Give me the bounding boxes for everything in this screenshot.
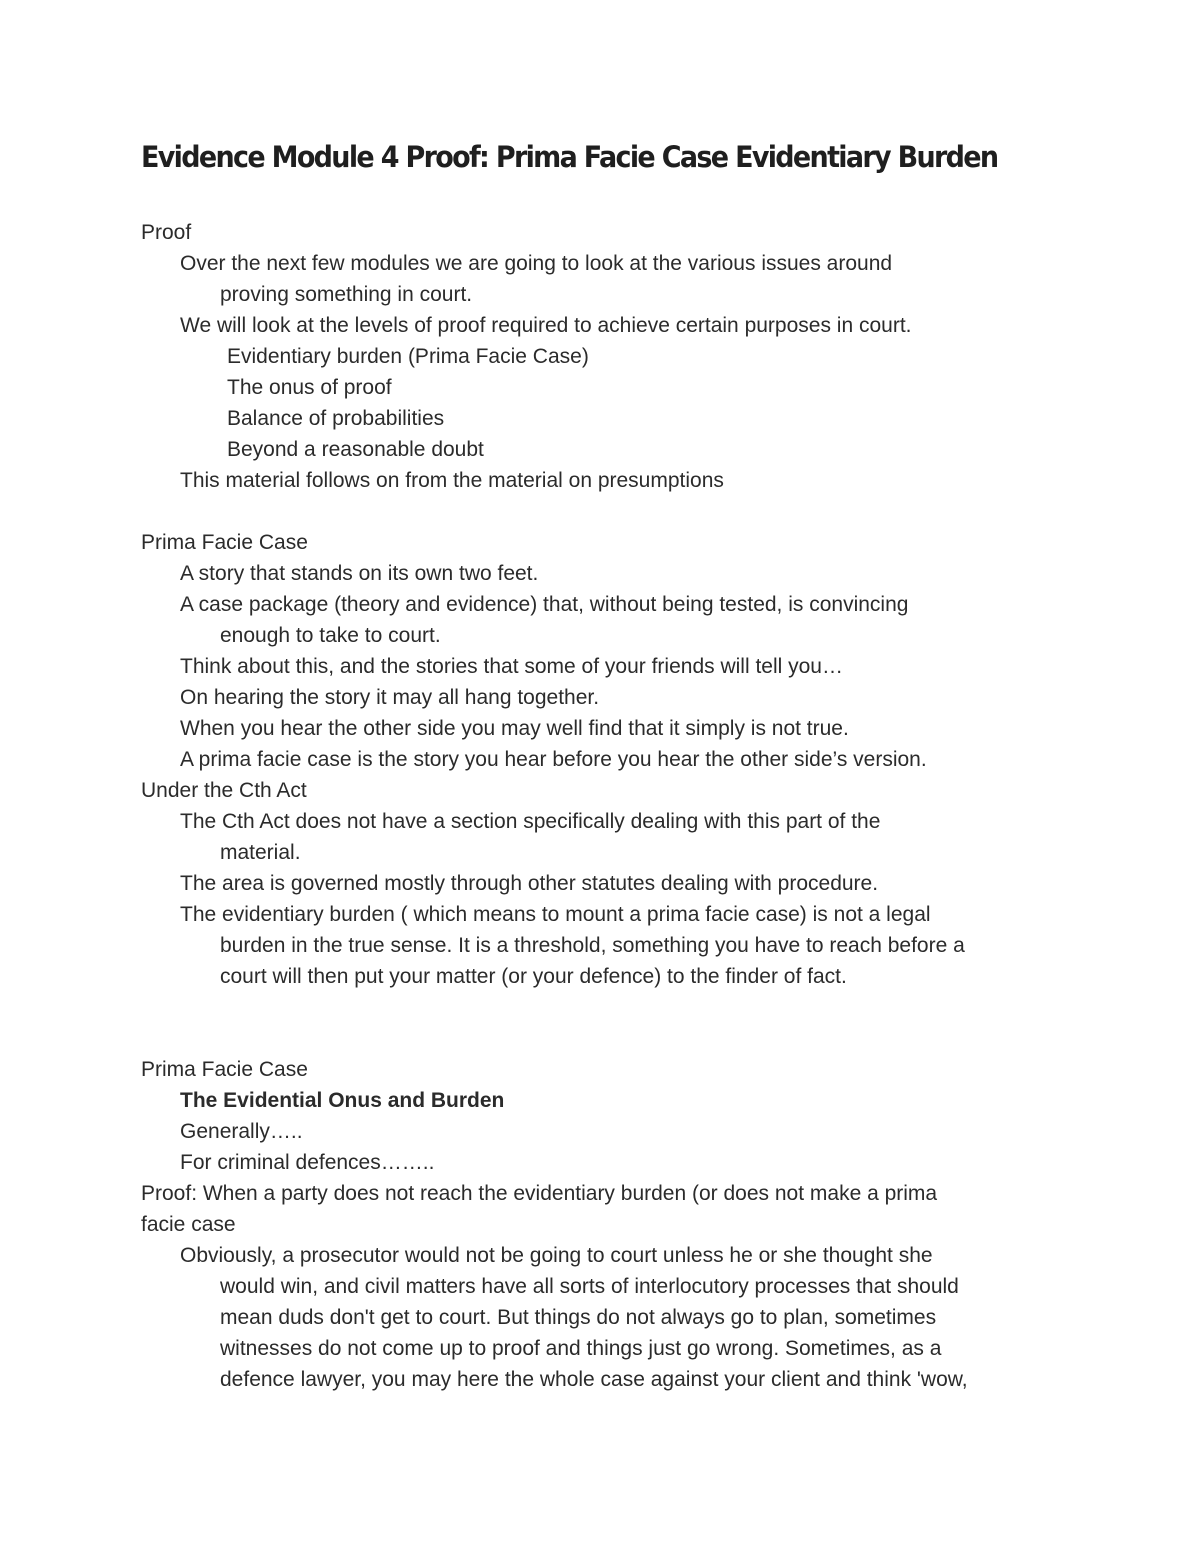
list-item: The onus of proof bbox=[227, 376, 392, 399]
paragraph-line: On hearing the story it may all hang together. bbox=[180, 686, 600, 709]
paragraph-line: court will then put your matter (or your defence) to the finder of fact. bbox=[220, 965, 847, 988]
list-item: Beyond a reasonable doubt bbox=[227, 438, 484, 461]
paragraph-line: burden in the true sense. It is a threshold, something you have to reach before a bbox=[220, 934, 965, 957]
paragraph-line: The evidentiary burden ( which means to mount a prima facie case) is not a legal bbox=[180, 903, 931, 926]
paragraph-line: Generally….. bbox=[180, 1120, 303, 1143]
paragraph-line: Think about this, and the stories that some of your friends will tell you… bbox=[180, 655, 843, 678]
paragraph-line: Over the next few modules we are going to look at the various issues around bbox=[180, 252, 893, 275]
paragraph-line: We will look at the levels of proof required to achieve certain purposes in court. bbox=[180, 314, 912, 337]
paragraph-line: A case package (theory and evidence) that, without being tested, is convincing bbox=[180, 593, 909, 616]
document-title: Evidence Module 4 Proof: Prima Facie Case Evidentiary Burden bbox=[141, 140, 998, 174]
paragraph-line: mean duds don't get to court. But things do not always go to plan, sometimes bbox=[220, 1306, 937, 1329]
section-heading-proof: Proof bbox=[141, 221, 192, 244]
paragraph-line: The area is governed mostly through other statutes dealing with procedure. bbox=[180, 872, 879, 895]
section-heading-cth-act: Under the Cth Act bbox=[141, 779, 307, 802]
paragraph-line: The Cth Act does not have a section specifically dealing with this part of the bbox=[180, 810, 881, 833]
paragraph-line: This material follows on from the material on presumptions bbox=[180, 469, 724, 492]
paragraph-line: Obviously, a prosecutor would not be going to court unless he or she thought she bbox=[180, 1244, 933, 1267]
paragraph-line: would win, and civil matters have all sorts of interlocutory processes that should bbox=[220, 1275, 959, 1298]
paragraph-line: material. bbox=[220, 841, 301, 864]
subheading-evidential-onus: The Evidential Onus and Burden bbox=[180, 1089, 505, 1112]
paragraph-line: A story that stands on its own two feet. bbox=[180, 562, 539, 585]
list-item: Evidentiary burden (Prima Facie Case) bbox=[227, 345, 589, 368]
paragraph-line: proving something in court. bbox=[220, 283, 473, 306]
paragraph-line: witnesses do not come up to proof and things just go wrong. Sometimes, as a bbox=[220, 1337, 942, 1360]
section-heading-proof-burden-cont: facie case bbox=[141, 1213, 236, 1236]
section-heading-prima-facie-2: Prima Facie Case bbox=[141, 1058, 308, 1081]
paragraph-line: defence lawyer, you may here the whole case against your client and think 'wow, bbox=[220, 1368, 968, 1391]
section-heading-prima-facie: Prima Facie Case bbox=[141, 531, 308, 554]
paragraph-line: enough to take to court. bbox=[220, 624, 441, 647]
paragraph-line: A prima facie case is the story you hear before you hear the other side’s version. bbox=[180, 748, 927, 771]
list-item: Balance of probabilities bbox=[227, 407, 445, 430]
paragraph-line: For criminal defences…….. bbox=[180, 1151, 435, 1174]
paragraph-line: When you hear the other side you may well find that it simply is not true. bbox=[180, 717, 849, 740]
section-heading-proof-burden: Proof: When a party does not reach the evidentiary burden (or does not make a prima bbox=[141, 1182, 938, 1205]
